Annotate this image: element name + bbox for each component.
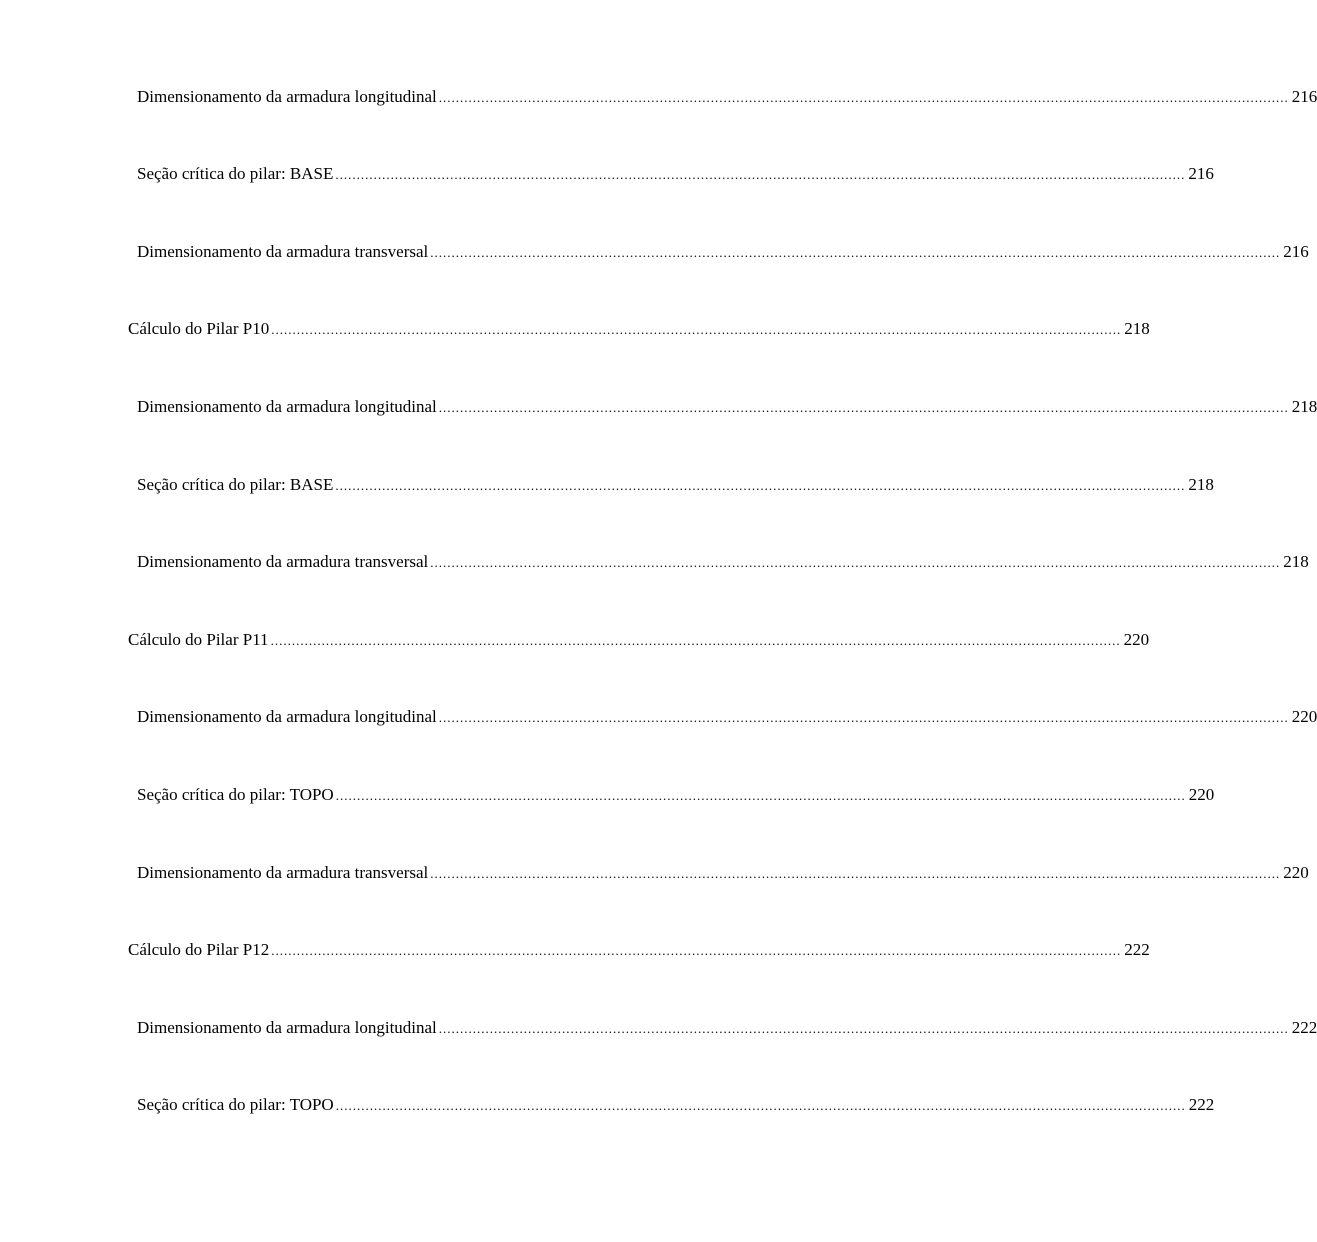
toc-dot-leader: ........................................................................................................................................................................................................ bbox=[335, 478, 1186, 493]
toc-entry-title: Dimensionamento da armadura transversal bbox=[137, 242, 429, 261]
toc-dot-leader: ........................................................................................................................................................................................................ bbox=[438, 90, 1289, 105]
toc-dot-leader: ........................................................................................................................................................................................................ bbox=[430, 555, 1281, 570]
toc-dot-leader: ........................................................................................................................................................................................................ bbox=[438, 1021, 1289, 1036]
toc-entry[interactable] bbox=[137, 1016, 1317, 1040]
toc-entry[interactable] bbox=[137, 550, 1309, 574]
toc-entry-title: Cálculo do Pilar P11 bbox=[128, 630, 269, 649]
toc-entry-page-number: 220 bbox=[1188, 785, 1215, 804]
toc-entry-page-number: 222 bbox=[1188, 1095, 1215, 1114]
toc-entry-title: Dimensionamento da armadura transversal bbox=[137, 863, 429, 882]
toc-entry-title: Dimensionamento da armadura longitudinal bbox=[137, 397, 437, 416]
toc-dot-leader: ........................................................................................................................................................................................................ bbox=[335, 788, 1186, 803]
toc-entry-title: Dimensionamento da armadura longitudinal bbox=[137, 1018, 437, 1037]
toc-entry[interactable] bbox=[137, 162, 1214, 186]
toc-dot-leader: ........................................................................................................................................................................................................ bbox=[438, 710, 1289, 725]
toc-entry-title: Seção crítica do pilar: TOPO bbox=[137, 1095, 334, 1114]
toc-dot-leader: ........................................................................................................................................................................................................ bbox=[335, 1098, 1186, 1113]
toc-dot-leader: ........................................................................................................................................................................................................ bbox=[271, 322, 1122, 337]
toc-entry-page-number: 216 bbox=[1291, 87, 1317, 106]
toc-dot-leader: ........................................................................................................................................................................................................ bbox=[430, 866, 1281, 881]
toc-entry-page-number: 218 bbox=[1283, 552, 1309, 571]
toc-entry[interactable] bbox=[137, 395, 1317, 419]
toc-entry[interactable] bbox=[128, 938, 1150, 962]
toc-entry[interactable] bbox=[137, 473, 1214, 497]
toc-entry[interactable] bbox=[137, 1093, 1215, 1117]
toc-dot-leader: ........................................................................................................................................................................................................ bbox=[335, 167, 1186, 182]
toc-dot-leader: ........................................................................................................................................................................................................ bbox=[438, 400, 1289, 415]
toc-dot-leader: ........................................................................................................................................................................................................ bbox=[271, 943, 1122, 958]
toc-entry-page-number: 222 bbox=[1291, 1018, 1317, 1037]
toc-entry[interactable] bbox=[137, 705, 1317, 729]
toc-entry-page-number: 220 bbox=[1291, 707, 1317, 726]
toc-entry-title: Seção crítica do pilar: BASE bbox=[137, 164, 334, 183]
toc-entry[interactable] bbox=[137, 240, 1309, 264]
toc-entry-title: Dimensionamento da armadura longitudinal bbox=[137, 707, 437, 726]
toc-entry-title: Dimensionamento da armadura transversal bbox=[137, 552, 429, 571]
toc-dot-leader: ........................................................................................................................................................................................................ bbox=[270, 633, 1121, 648]
toc-entry[interactable] bbox=[128, 628, 1150, 652]
toc-entry-title: Dimensionamento da armadura longitudinal bbox=[137, 87, 437, 106]
toc-entry-page-number: 218 bbox=[1124, 319, 1150, 338]
toc-entry-title: Cálculo do Pilar P10 bbox=[128, 319, 270, 338]
toc-entry-page-number: 220 bbox=[1283, 863, 1309, 882]
toc-entry[interactable] bbox=[137, 861, 1309, 885]
toc-entry-title: Cálculo do Pilar P12 bbox=[128, 940, 270, 959]
toc-entry-page-number: 220 bbox=[1123, 630, 1150, 649]
toc-dot-leader: ........................................................................................................................................................................................................ bbox=[430, 245, 1281, 260]
toc-entry[interactable] bbox=[137, 783, 1215, 807]
toc-entry-page-number: 222 bbox=[1124, 940, 1150, 959]
toc-entry-title: Seção crítica do pilar: TOPO bbox=[137, 785, 334, 804]
toc-entry-page-number: 218 bbox=[1188, 475, 1214, 494]
toc-entry[interactable] bbox=[137, 85, 1317, 109]
toc-entry-page-number: 216 bbox=[1188, 164, 1214, 183]
toc-entry-title: Seção crítica do pilar: BASE bbox=[137, 475, 334, 494]
toc-entry-page-number: 218 bbox=[1291, 397, 1317, 416]
toc-entry[interactable] bbox=[128, 317, 1150, 341]
toc-entry-page-number: 216 bbox=[1283, 242, 1309, 261]
